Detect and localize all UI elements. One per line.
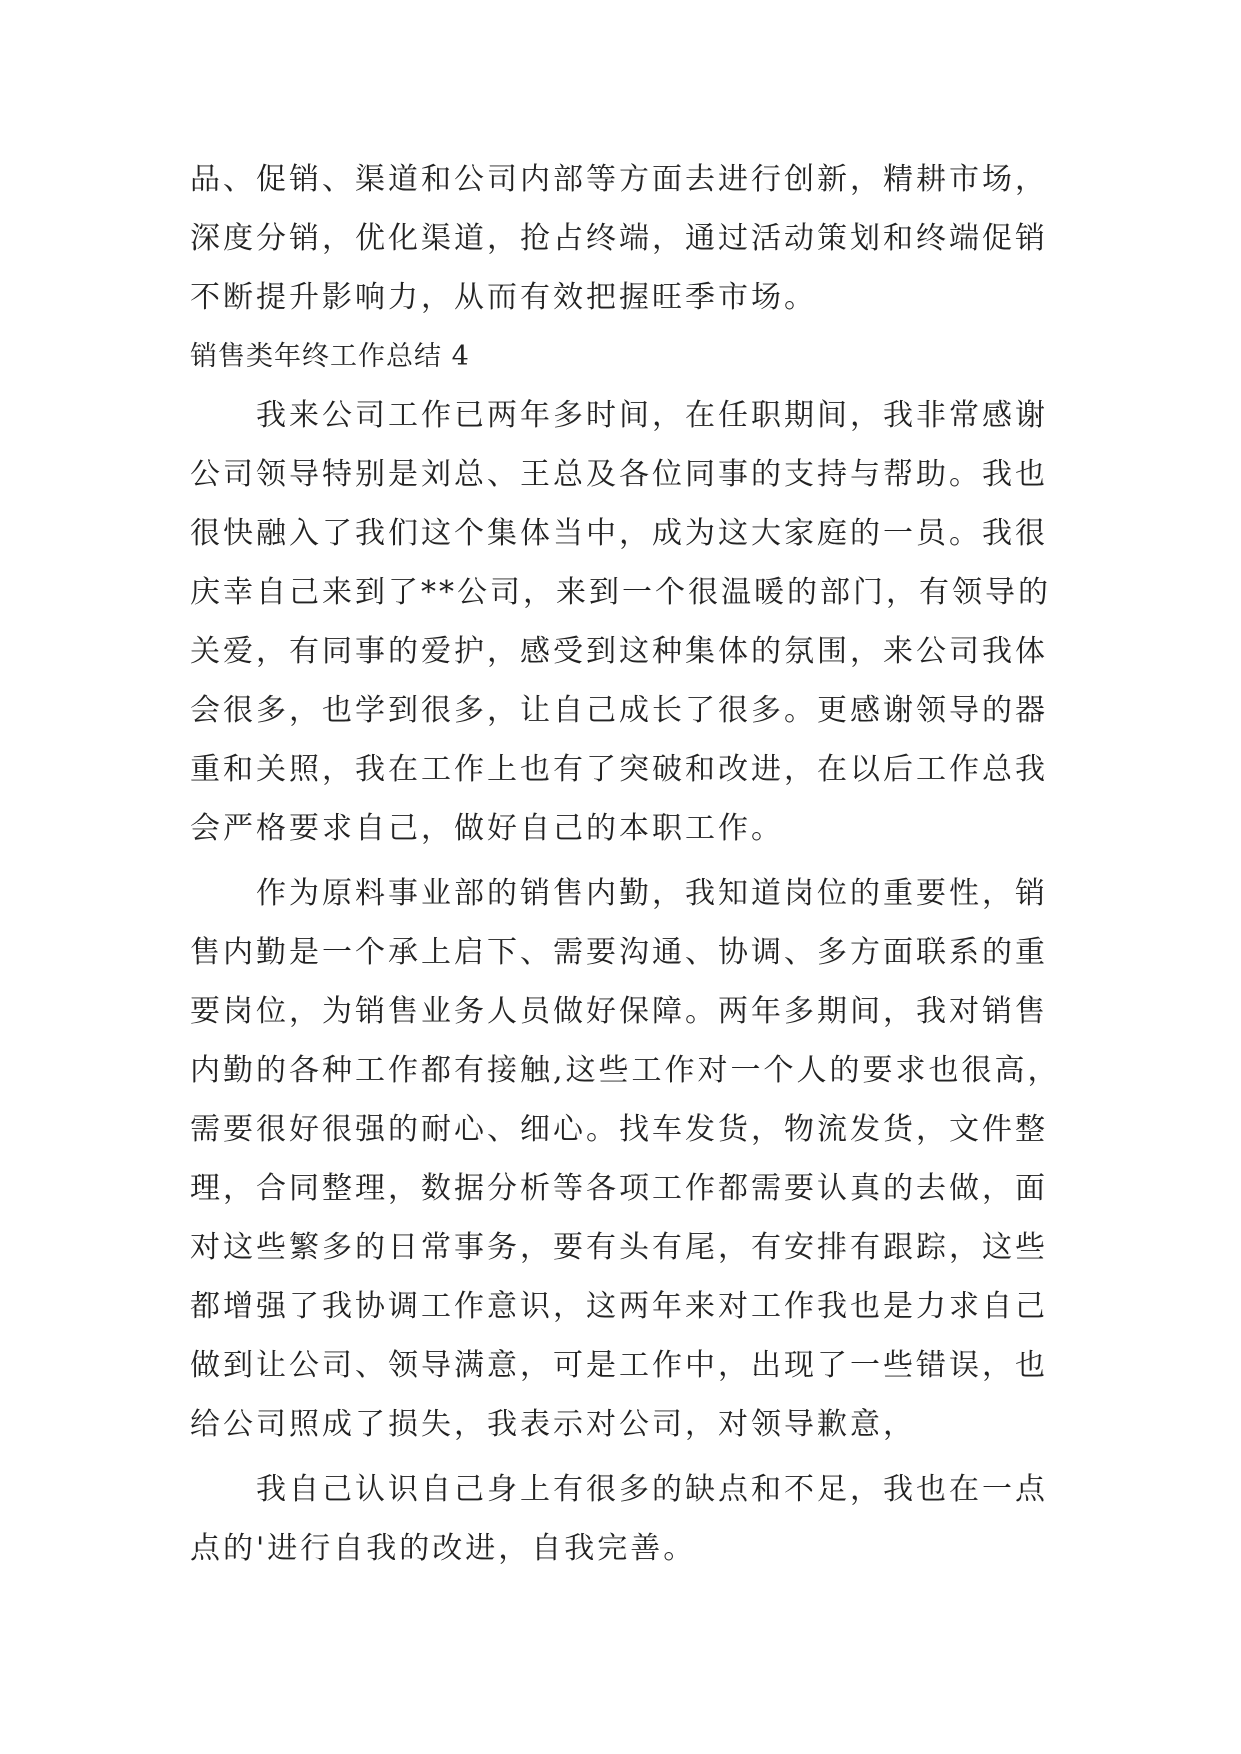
text-line: 要岗位，为销售业务人员做好保障。两年多期间，我对销售 xyxy=(190,994,1048,1029)
text-line: 做到让公司、领导满意，可是工作中，出现了一些错误，也 xyxy=(190,1348,1048,1383)
document-page xyxy=(190,150,1060,1578)
text-line: 作为原料事业部的销售内勤，我知道岗位的重要性，销 xyxy=(190,876,1048,911)
text-line: 关爱，有同事的爱护，感受到这种集体的氛围，来公司我体 xyxy=(190,634,1048,669)
text-line: 点的'进行自我的改进，自我完善。 xyxy=(190,1531,697,1566)
text-line: 不断提升影响力，从而有效把握旺季市场。 xyxy=(190,280,817,315)
text-line: 庆幸自己来到了**公司，来到一个很温暖的部门，有领导的 xyxy=(190,575,1051,610)
section-title: 销售类年终工作总结 4 xyxy=(190,341,470,372)
text-line: 我自己认识自己身上有很多的缺点和不足，我也在一点 xyxy=(190,1472,1048,1507)
text-line: 我来公司工作已两年多时间，在任职期间，我非常感谢 xyxy=(190,398,1048,433)
text-line: 品、促销、渠道和公司内部等方面去进行创新，精耕市场， xyxy=(190,162,1048,197)
text-line: 都增强了我协调工作意识，这两年来对工作我也是力求自己 xyxy=(190,1289,1048,1324)
text-line: 公司领导特别是刘总、王总及各位同事的支持与帮助。我也 xyxy=(190,457,1048,492)
text-line: 很快融入了我们这个集体当中，成为这大家庭的一员。我很 xyxy=(190,516,1048,551)
text-line: 会很多，也学到很多，让自己成长了很多。更感谢领导的器 xyxy=(190,693,1048,728)
paragraph-3 xyxy=(190,1460,1060,1578)
text-line: 对这些繁多的日常事务，要有头有尾，有安排有跟踪，这些 xyxy=(190,1230,1048,1265)
text-line: 理，合同整理，数据分析等各项工作都需要认真的去做，面 xyxy=(190,1171,1048,1206)
text-line: 会严格要求自己，做好自己的本职工作。 xyxy=(190,811,784,846)
text-line: 深度分销，优化渠道，抢占终端，通过活动策划和终端促销 xyxy=(190,221,1048,256)
intro-paragraph xyxy=(190,150,1060,327)
paragraph-2 xyxy=(190,864,1060,1454)
text-line: 内勤的各种工作都有接触,这些工作对一个人的要求也很高， xyxy=(190,1053,1061,1088)
text-line: 售内勤是一个承上启下、需要沟通、协调、多方面联系的重 xyxy=(190,935,1048,970)
text-line: 重和关照，我在工作上也有了突破和改进，在以后工作总我 xyxy=(190,752,1048,787)
text-line: 需要很好很强的耐心、细心。找车发货，物流发货，文件整 xyxy=(190,1112,1048,1147)
paragraph-1 xyxy=(190,386,1060,858)
text-line: 给公司照成了损失，我表示对公司，对领导歉意， xyxy=(190,1407,916,1442)
